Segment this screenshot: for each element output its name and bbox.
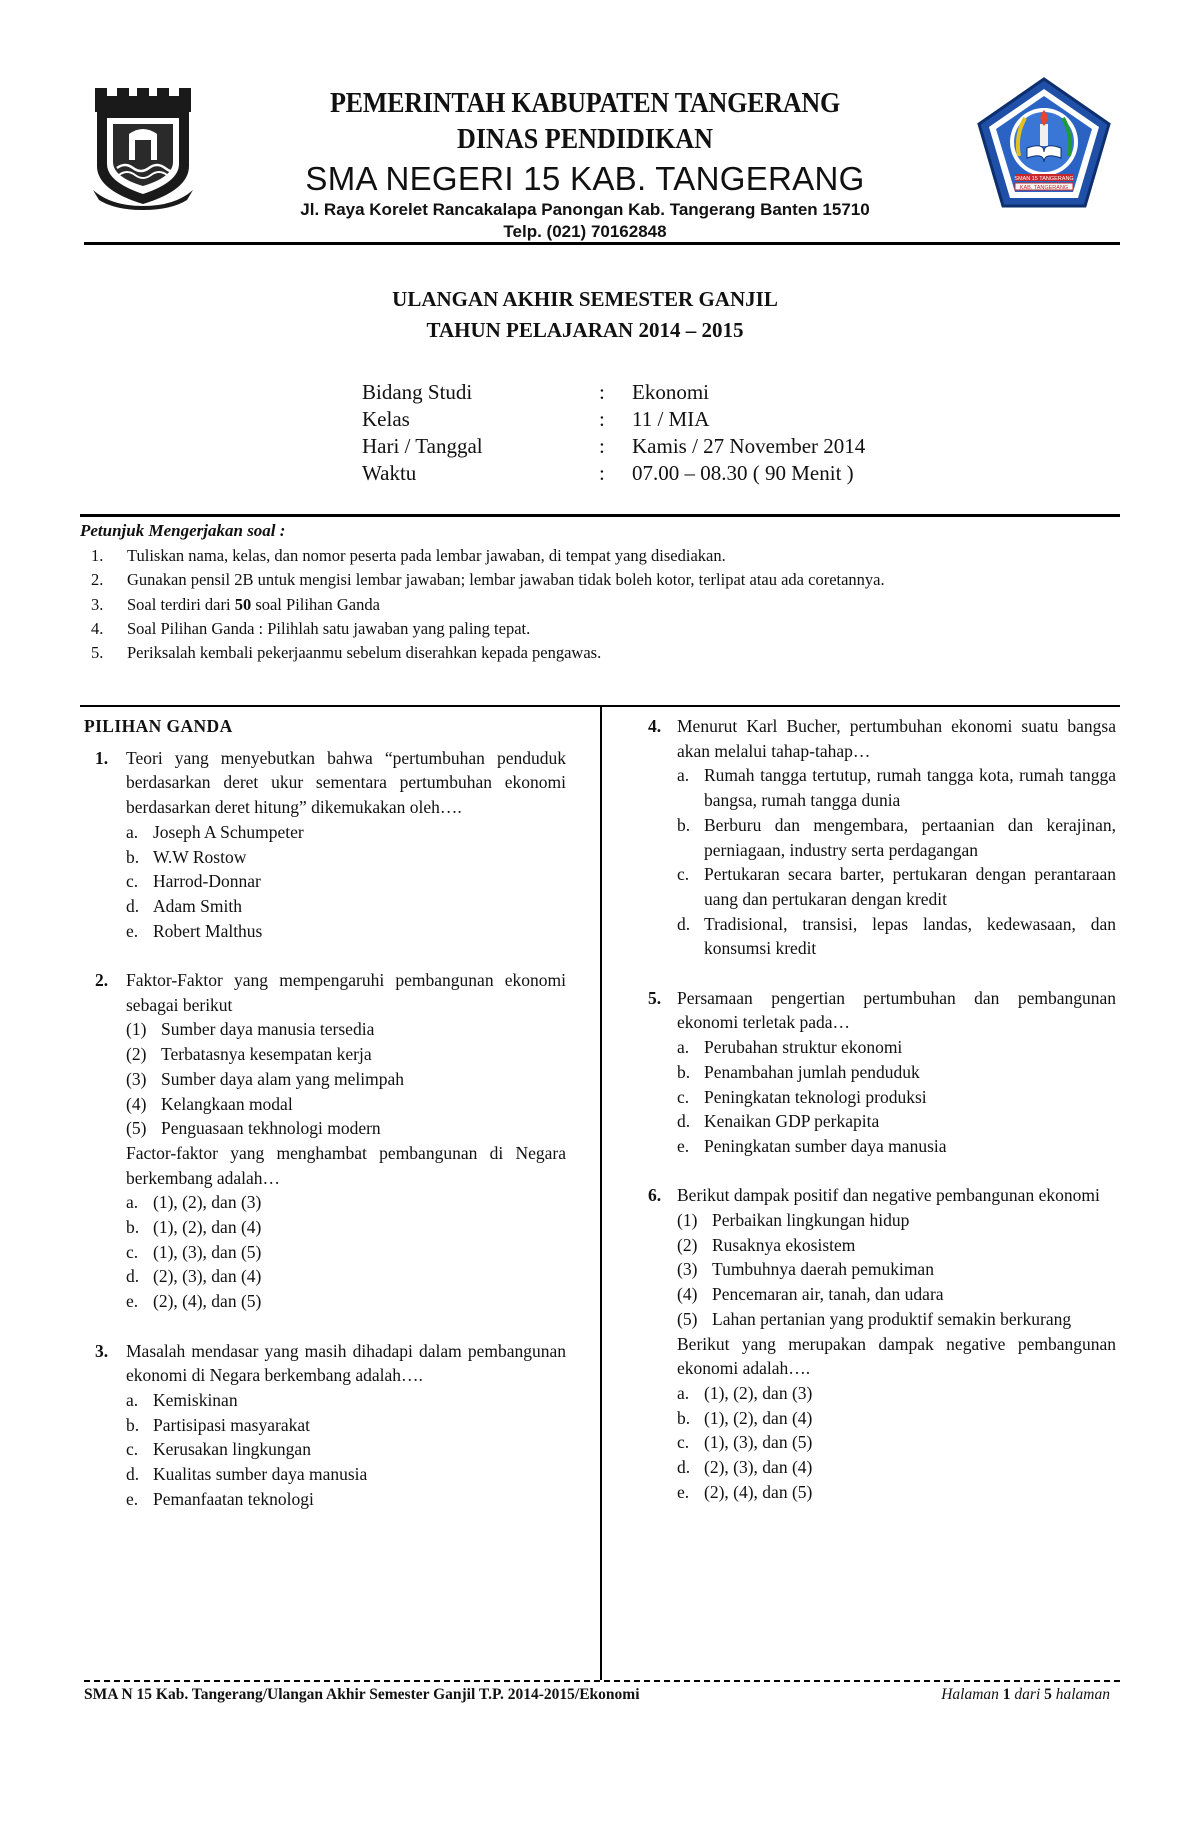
option-text: (1), (2), dan (4) [153, 1217, 262, 1238]
instruction-item [80, 641, 1040, 665]
option-letter: a. [126, 1192, 139, 1213]
option-text: Peningkatan teknologi produksi [704, 1086, 927, 1107]
instruction-question-count: 50 [234, 594, 252, 614]
option-letter: a. [677, 1037, 690, 1058]
info-value: Ekonomi [632, 380, 709, 404]
statement-text: Pencemaran air, tanah, dan udara [712, 1284, 944, 1305]
option-letter: b. [126, 1414, 140, 1435]
answer-option[interactable] [126, 820, 566, 845]
answer-option[interactable] [126, 1240, 566, 1265]
option-text: (1), (2), dan (4) [704, 1407, 813, 1428]
statement-text: Penguasaan tekhnologi modern [161, 1118, 381, 1139]
answer-option[interactable] [126, 1413, 566, 1438]
question-statement [677, 1282, 1116, 1307]
instructions-title: Petunjuk Mengerjakan soal : [80, 521, 286, 540]
question-number: 2. [95, 970, 109, 991]
info-label: Hari / Tanggal [362, 434, 483, 458]
statement-text: Rusaknya ekosistem [712, 1234, 856, 1255]
question-text: Menurut Karl Bucher, pertumbuhan ekonomi suatu bangsa akan melalui tahap-tahap… [677, 716, 1116, 761]
answer-option[interactable] [677, 912, 1116, 961]
option-text: (1), (2), dan (3) [153, 1192, 262, 1213]
question-followup: Berikut yang merupakan dampak negative pembangunan ekonomi adalah…. [677, 1333, 1116, 1379]
statement-text: Terbatasnya kesempatan kerja [161, 1044, 372, 1065]
question-statement [126, 1116, 566, 1141]
statement-text: Kelangkaan modal [161, 1093, 293, 1114]
section-title: PILIHAN GANDA [84, 716, 233, 736]
answer-option[interactable] [126, 1264, 566, 1289]
question-followup: Factor-faktor yang menghambat pembangunan di Negara berkembang adalah… [126, 1142, 566, 1188]
answer-option[interactable] [677, 1134, 1116, 1159]
answer-option[interactable] [677, 813, 1116, 862]
info-label: Waktu [362, 461, 417, 485]
exam-info-table [362, 379, 922, 487]
instruction-text: Periksalah kembali pekerjaanmu sebelum diserahkan kepada pengawas. [127, 643, 602, 663]
question-statement [126, 1042, 566, 1067]
option-text: Kemiskinan [153, 1389, 238, 1410]
info-row-class [362, 406, 922, 433]
option-text: (2), (4), dan (5) [153, 1291, 262, 1312]
statement-number: (1) [126, 1019, 147, 1040]
option-text: (1), (2), dan (3) [704, 1382, 813, 1403]
instruction-item [80, 593, 1040, 617]
statement-number: (5) [677, 1308, 698, 1329]
school-emblem-caption-2: KAB. TANGERANG [1019, 185, 1069, 191]
option-text: Tradisional, transisi, lepas landas, kedewasaan, dan konsumsi kredit [704, 913, 1116, 959]
instruction-text: Tuliskan nama, kelas, dan nomor peserta pada lembar jawaban, di tempat yang disediakan. [127, 546, 726, 565]
instruction-text-before: Soal terdiri dari [127, 594, 235, 614]
answer-option[interactable] [677, 1430, 1116, 1455]
answer-option[interactable] [677, 1109, 1116, 1134]
answer-option[interactable] [126, 919, 566, 944]
answer-option[interactable] [677, 1455, 1116, 1480]
option-letter: e. [677, 1135, 690, 1156]
answer-option[interactable] [677, 1381, 1116, 1406]
letterhead-address: Jl. Raya Korelet Rancakalapa Panongan Kab. Tangerang Banten 15710 [300, 200, 870, 219]
option-letter: b. [677, 1061, 691, 1082]
answer-option[interactable] [126, 1388, 566, 1413]
instruction-text-after: soal Pilihan Ganda [251, 594, 380, 614]
footer-divider [84, 1680, 1120, 1682]
option-letter: c. [677, 864, 690, 885]
school-emblem-caption-1: SMAN 15 TANGERANG [1014, 176, 1074, 182]
letterhead-phone: Telp. (021) 70162848 [503, 222, 667, 241]
option-letter: d. [677, 1457, 691, 1478]
answer-option[interactable] [126, 869, 566, 894]
letterhead-government: PEMERINTAH KABUPATEN TANGERANG [329, 87, 841, 119]
option-text: (2), (3), dan (4) [704, 1457, 813, 1478]
option-letter: a. [677, 765, 690, 786]
info-divider [80, 514, 1120, 517]
option-text: Rumah tangga tertutup, rumah tangga kota, rumah tangga bangsa, rumah tangga dunia [704, 765, 1116, 811]
statement-number: (3) [126, 1068, 147, 1089]
answer-option[interactable] [126, 1487, 566, 1512]
option-letter: c. [677, 1086, 690, 1107]
question-3 [84, 1339, 566, 1512]
option-letter: a. [677, 1382, 690, 1403]
question-statement [677, 1233, 1116, 1258]
statement-number: (3) [677, 1259, 698, 1280]
question-statement [677, 1208, 1116, 1233]
info-row-subject [362, 379, 922, 406]
page-prefix: Halaman [941, 1686, 1003, 1703]
info-label: Kelas [362, 407, 410, 431]
letterhead-department: DINAS PENDIDIKAN [457, 123, 713, 155]
option-text: Peningkatan sumber daya manusia [704, 1135, 947, 1156]
option-text: Kerusakan lingkungan [153, 1439, 311, 1460]
option-letter: d. [677, 913, 691, 934]
answer-option[interactable] [126, 1462, 566, 1487]
option-letter: c. [126, 871, 139, 892]
answer-option[interactable] [126, 1190, 566, 1215]
question-statement [126, 1092, 566, 1117]
option-letter: c. [126, 1439, 139, 1460]
option-text: (1), (3), dan (5) [153, 1241, 262, 1262]
question-number: 1. [95, 747, 109, 768]
column-divider [600, 706, 602, 1680]
info-colon: : [599, 434, 605, 458]
option-text: (1), (3), dan (5) [704, 1432, 813, 1453]
statement-text: Tumbuhnya daerah pemukiman [712, 1259, 934, 1280]
info-value: 11 / MIA [632, 407, 710, 431]
question-statement [126, 1067, 566, 1092]
question-text: Faktor-Faktor yang mempengaruhi pembangunan ekonomi sebagai berikut [126, 970, 566, 1015]
statement-number: (5) [126, 1118, 147, 1139]
answer-option[interactable] [126, 894, 566, 919]
question-6 [648, 1183, 1116, 1504]
option-text: Robert Malthus [153, 920, 263, 941]
statement-number: (1) [677, 1210, 698, 1231]
questions-column-left [84, 714, 566, 1536]
question-text: Berikut dampak positif dan negative pembangunan ekonomi [677, 1185, 1100, 1206]
option-letter: e. [126, 920, 139, 941]
question-5 [648, 986, 1116, 1159]
question-number: 3. [95, 1340, 109, 1361]
instructions-list [80, 544, 1040, 665]
option-text: Partisipasi masyarakat [153, 1414, 310, 1435]
answer-option[interactable] [126, 1215, 566, 1240]
instruction-item [80, 544, 1040, 568]
instruction-text: Gunakan pensil 2B untuk mengisi lembar jawaban; lembar jawaban tidak boleh kotor, terlipat atau ada coretannya. [127, 570, 885, 590]
info-colon: : [599, 461, 605, 485]
question-number: 4. [648, 716, 662, 736]
option-letter: d. [126, 1266, 140, 1287]
question-number: 6. [648, 1185, 662, 1206]
question-statement [677, 1307, 1116, 1332]
instruction-number: 5. [91, 643, 104, 663]
option-letter: e. [677, 1481, 690, 1502]
option-letter: c. [126, 1241, 139, 1262]
option-letter: b. [126, 846, 140, 867]
option-letter: d. [126, 1464, 140, 1485]
option-text: W.W Rostow [153, 846, 247, 867]
exam-title: ULANGAN AKHIR SEMESTER GANJIL [392, 287, 778, 311]
option-letter: e. [126, 1488, 139, 1509]
option-letter: a. [126, 821, 139, 842]
option-text: Kualitas sumber daya manusia [153, 1464, 368, 1485]
option-letter: d. [126, 895, 140, 916]
option-text: Harrod-Donnar [153, 871, 261, 892]
option-letter: c. [677, 1432, 690, 1453]
answer-option[interactable] [677, 862, 1116, 911]
answer-option[interactable] [677, 1480, 1116, 1505]
exam-academic-year: TAHUN PELAJARAN 2014 – 2015 [426, 318, 744, 342]
answer-option[interactable] [677, 1035, 1116, 1060]
school-emblem-icon [975, 76, 1113, 210]
option-letter: b. [126, 1217, 140, 1238]
answer-option[interactable] [126, 845, 566, 870]
option-text: Perubahan struktur ekonomi [704, 1037, 903, 1058]
option-letter: b. [677, 814, 691, 835]
question-statement [677, 1257, 1116, 1282]
instruction-item [80, 617, 1040, 641]
answer-option[interactable] [126, 1437, 566, 1462]
answer-option[interactable] [677, 1085, 1116, 1110]
option-text: Penambahan jumlah penduduk [704, 1061, 920, 1082]
question-2 [84, 968, 566, 1314]
statement-number: (4) [677, 1284, 698, 1305]
info-row-time [362, 460, 922, 487]
instruction-number: 4. [91, 618, 104, 638]
question-text: Masalah mendasar yang masih dihadapi dalam pembangunan ekonomi di Negara berkembang adalah…. [126, 1340, 566, 1386]
letterhead-school-name: SMA NEGERI 15 KAB. TANGERANG [305, 160, 865, 197]
footer-page-number [941, 1684, 1110, 1706]
statement-number: (2) [126, 1044, 147, 1065]
kabupaten-tangerang-crest-icon [91, 82, 195, 210]
instruction-number: 2. [91, 570, 104, 590]
answer-option[interactable] [677, 763, 1116, 812]
info-value: 07.00 – 08.30 ( 90 Menit ) [632, 461, 854, 485]
answer-option[interactable] [677, 1406, 1116, 1431]
instruction-item [80, 568, 1040, 592]
info-colon: : [599, 407, 605, 431]
option-text: Kenaikan GDP perkapita [704, 1111, 880, 1132]
instruction-number: 3. [91, 594, 104, 614]
instruction-text: Soal Pilihan Ganda : Pilihlah satu jawaban yang paling tepat. [127, 618, 531, 638]
page-middle: dari [1010, 1686, 1045, 1703]
info-colon: : [599, 380, 605, 404]
info-row-date [362, 433, 922, 460]
answer-option[interactable] [126, 1289, 566, 1314]
option-text: Pertukaran secara barter, pertukaran dengan perantaraan uang dan pertukaran dengan kredit [704, 864, 1116, 909]
statement-text: Lahan pertanian yang produktif semakin berkurang [712, 1308, 1072, 1329]
statement-number: (4) [126, 1093, 147, 1114]
question-number: 5. [648, 987, 662, 1008]
question-statement [126, 1017, 566, 1042]
option-letter: d. [677, 1111, 691, 1132]
question-4 [648, 714, 1116, 961]
option-letter: e. [126, 1291, 139, 1312]
page-suffix: halaman [1051, 1686, 1110, 1703]
option-letter: b. [677, 1407, 691, 1428]
instruction-number: 1. [91, 546, 104, 565]
letterhead-divider [84, 242, 1120, 245]
question-text: Teori yang menyebutkan bahwa “pertumbuhan penduduk berdasarkan deret ukur sementara pertumbuhan ekonomi berdasarkan deret hitung” dikemukakan oleh…. [126, 747, 566, 818]
page-total: 5 [1044, 1686, 1052, 1703]
info-label: Bidang Studi [362, 380, 473, 404]
option-text: (2), (3), dan (4) [153, 1266, 262, 1287]
questions-column-right [648, 714, 1116, 1529]
option-text: Pemanfaatan teknologi [153, 1488, 314, 1509]
statement-text: Sumber daya alam yang melimpah [161, 1068, 404, 1089]
question-1 [84, 746, 566, 944]
statement-text: Perbaikan lingkungan hidup [712, 1210, 910, 1231]
option-text: Joseph A Schumpeter [153, 821, 304, 842]
statement-number: (2) [677, 1234, 698, 1255]
footer-document-title: SMA N 15 Kab. Tangerang/Ulangan Akhir Semester Ganjil T.P. 2014-2015/Ekonomi [84, 1686, 640, 1703]
answer-option[interactable] [677, 1060, 1116, 1085]
info-value: Kamis / 27 November 2014 [632, 434, 866, 458]
option-text: (2), (4), dan (5) [704, 1481, 813, 1502]
page-current: 1 [1002, 1686, 1011, 1703]
option-text: Berburu dan mengembara, pertaanian dan kerajinan, perniagaan, industry serta perdagangan [704, 814, 1116, 860]
option-text: Adam Smith [153, 895, 242, 916]
question-text: Persamaan pengertian pertumbuhan dan pembangunan ekonomi terletak pada… [677, 987, 1116, 1033]
option-letter: a. [126, 1389, 139, 1410]
statement-text: Sumber daya manusia tersedia [161, 1019, 375, 1040]
